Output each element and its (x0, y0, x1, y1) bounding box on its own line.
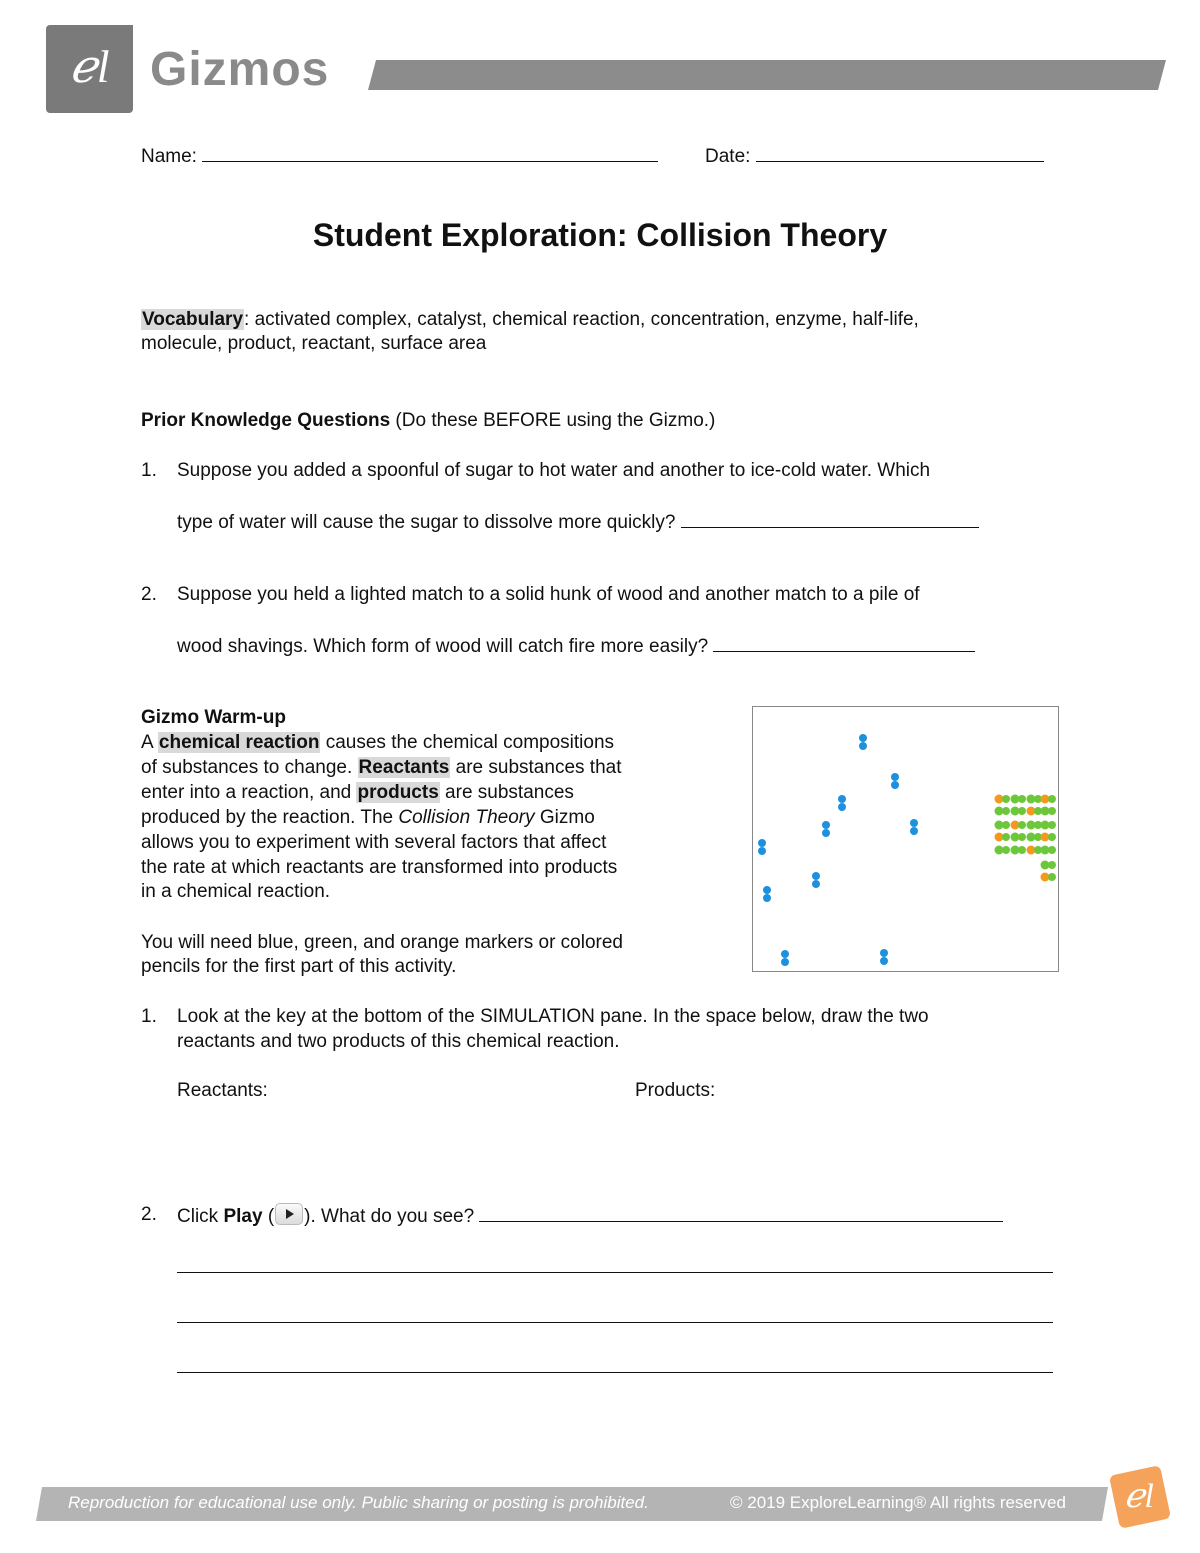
prior-q1-number: 1. (141, 460, 157, 481)
footer-logo-mark: ℯl (1124, 1478, 1154, 1515)
blue-molecule (880, 949, 888, 957)
warmup-text: causes the chemical compositions (320, 732, 615, 753)
vocabulary-line-1 (141, 307, 919, 332)
prior-q1-answer-blank[interactable] (681, 508, 979, 528)
header-bar (368, 60, 1166, 90)
reactants-label: Reactants: (177, 1080, 268, 1101)
green-molecule (1002, 807, 1010, 815)
blue-molecule (910, 819, 918, 827)
reactants-drawing-area[interactable] (177, 1104, 597, 1184)
blue-molecule (891, 773, 899, 781)
prior-q2-answer-blank[interactable] (713, 632, 975, 652)
activity-q2-line (177, 1202, 1003, 1229)
green-molecule (1048, 821, 1056, 829)
prior-q1-text-2: type of water will cause the sugar to dissolve more quickly? (177, 512, 676, 533)
prior-heading-rest: (Do these BEFORE using the Gizmo.) (390, 410, 716, 431)
warmup-text: produced by the reaction. The (141, 807, 399, 828)
warmup-text: of substances to change. (141, 757, 358, 778)
prior-q2-text-2: wood shavings. Which form of wood will catch fire more easily? (177, 636, 709, 657)
q2-answer-line-4[interactable] (177, 1372, 1053, 1373)
green-molecule (1018, 795, 1026, 803)
blue-molecule (859, 742, 867, 750)
vocabulary-label: Vocabulary (142, 309, 244, 330)
prior-knowledge-heading (141, 408, 715, 433)
prior-q2-number: 2. (141, 584, 157, 605)
warmup-line-5: allows you to experiment with several factors that affect (141, 832, 607, 853)
green-molecule (1018, 846, 1026, 854)
blue-molecule (859, 734, 867, 742)
blue-molecule (758, 847, 766, 855)
prior-heading-bold: Prior Knowledge Questions (141, 410, 391, 431)
activity-q1-line-1: Look at the key at the bottom of the SIMULATION pane. In the space below, draw the two (177, 1006, 929, 1027)
page-title: Student Exploration: Collision Theory (312, 217, 888, 253)
green-molecule (1002, 795, 1010, 803)
blue-molecule (838, 795, 846, 803)
blue-molecule (812, 872, 820, 880)
prior-q1-line-2 (177, 508, 979, 535)
green-molecule (1002, 821, 1010, 829)
q2-text: Click (177, 1206, 224, 1227)
footer-copyright: © 2019 ExploreLearning® All rights reserved (730, 1493, 1066, 1512)
green-molecule (1018, 833, 1026, 841)
blue-molecule (891, 781, 899, 789)
logo-mark: ℯl (69, 41, 110, 92)
footer-notice: Reproduction for educational use only. Public sharing or posting is prohibited. (68, 1493, 649, 1512)
blue-molecule (758, 839, 766, 847)
name-field[interactable] (141, 142, 658, 169)
q2-text: ( (262, 1206, 275, 1227)
date-label: Date: (705, 146, 751, 167)
blue-molecule (763, 886, 771, 894)
warmup-text: A (141, 732, 158, 753)
gizmos-logo-icon (46, 25, 133, 113)
warmup-heading: Gizmo Warm-up (141, 707, 286, 728)
play-icon (275, 1203, 303, 1225)
term-reactants: Reactants (358, 757, 450, 778)
warmup-line-7: in a chemical reaction. (141, 881, 331, 902)
date-blank[interactable] (756, 142, 1044, 162)
date-field[interactable] (705, 142, 1044, 169)
warmup-text: are substances (439, 782, 574, 803)
green-molecule (1048, 795, 1056, 803)
molecule-field (753, 707, 1058, 971)
q2-text: ). What do you see? (304, 1206, 475, 1227)
prior-q2-line-1: Suppose you held a lighted match to a solid hunk of wood and another match to a pile of (177, 584, 920, 605)
term-products: products (357, 782, 439, 803)
products-label: Products: (635, 1080, 716, 1101)
green-molecule (1048, 846, 1056, 854)
green-molecule (1048, 861, 1056, 869)
explorelearning-logo-icon (1104, 1462, 1174, 1532)
warmup-text: are substances that (450, 757, 622, 778)
blue-molecule (812, 880, 820, 888)
gizmo-name: Collision Theory (398, 807, 535, 828)
activity-q2-number: 2. (141, 1204, 157, 1225)
blue-molecule (822, 829, 830, 837)
warmup-text: Gizmo (534, 807, 595, 828)
simulation-screenshot (752, 706, 1059, 972)
blue-molecule (763, 894, 771, 902)
blue-molecule (822, 821, 830, 829)
green-molecule (1018, 807, 1026, 815)
name-blank[interactable] (202, 142, 658, 162)
green-molecule (1018, 821, 1026, 829)
vocabulary-text-1: : activated complex, catalyst, chemical reaction, concentration, enzyme, half-life, (244, 309, 919, 330)
warmup-line-1 (141, 730, 614, 755)
warmup-line-8: You will need blue, green, and orange markers or colored (141, 932, 623, 953)
activity-q1-line-2: reactants and two products of this chemical reaction. (177, 1031, 620, 1052)
warmup-line-3 (141, 780, 574, 805)
blue-molecule (781, 958, 789, 966)
green-molecule (1048, 873, 1056, 881)
brand-name: Gizmos (150, 43, 330, 96)
warmup-line-9: pencils for the first part of this activity. (141, 956, 457, 977)
warmup-text: enter into a reaction, and (141, 782, 357, 803)
activity-q1-number: 1. (141, 1006, 157, 1027)
warmup-line-4 (141, 805, 595, 830)
green-molecule (1002, 833, 1010, 841)
blue-molecule (781, 950, 789, 958)
green-molecule (1048, 833, 1056, 841)
blue-molecule (838, 803, 846, 811)
term-chemical-reaction: chemical reaction (158, 732, 320, 753)
products-drawing-area[interactable] (635, 1104, 1055, 1184)
play-word: Play (223, 1206, 263, 1227)
warmup-line-6: the rate at which reactants are transformed into products (141, 857, 618, 878)
q2-answer-line-3[interactable] (177, 1322, 1053, 1323)
warmup-line-2 (141, 755, 621, 780)
green-molecule (1002, 846, 1010, 854)
name-label: Name: (141, 146, 197, 167)
green-molecule (1048, 807, 1056, 815)
prior-q2-line-2 (177, 632, 975, 659)
q2-answer-line-2[interactable] (177, 1272, 1053, 1273)
q2-answer-blank-1[interactable] (479, 1202, 1003, 1222)
prior-q1-line-1: Suppose you added a spoonful of sugar to hot water and another to ice-cold water. Which (177, 460, 931, 481)
vocabulary-line-2: molecule, product, reactant, surface area (141, 333, 487, 354)
blue-molecule (910, 827, 918, 835)
blue-molecule (880, 957, 888, 965)
